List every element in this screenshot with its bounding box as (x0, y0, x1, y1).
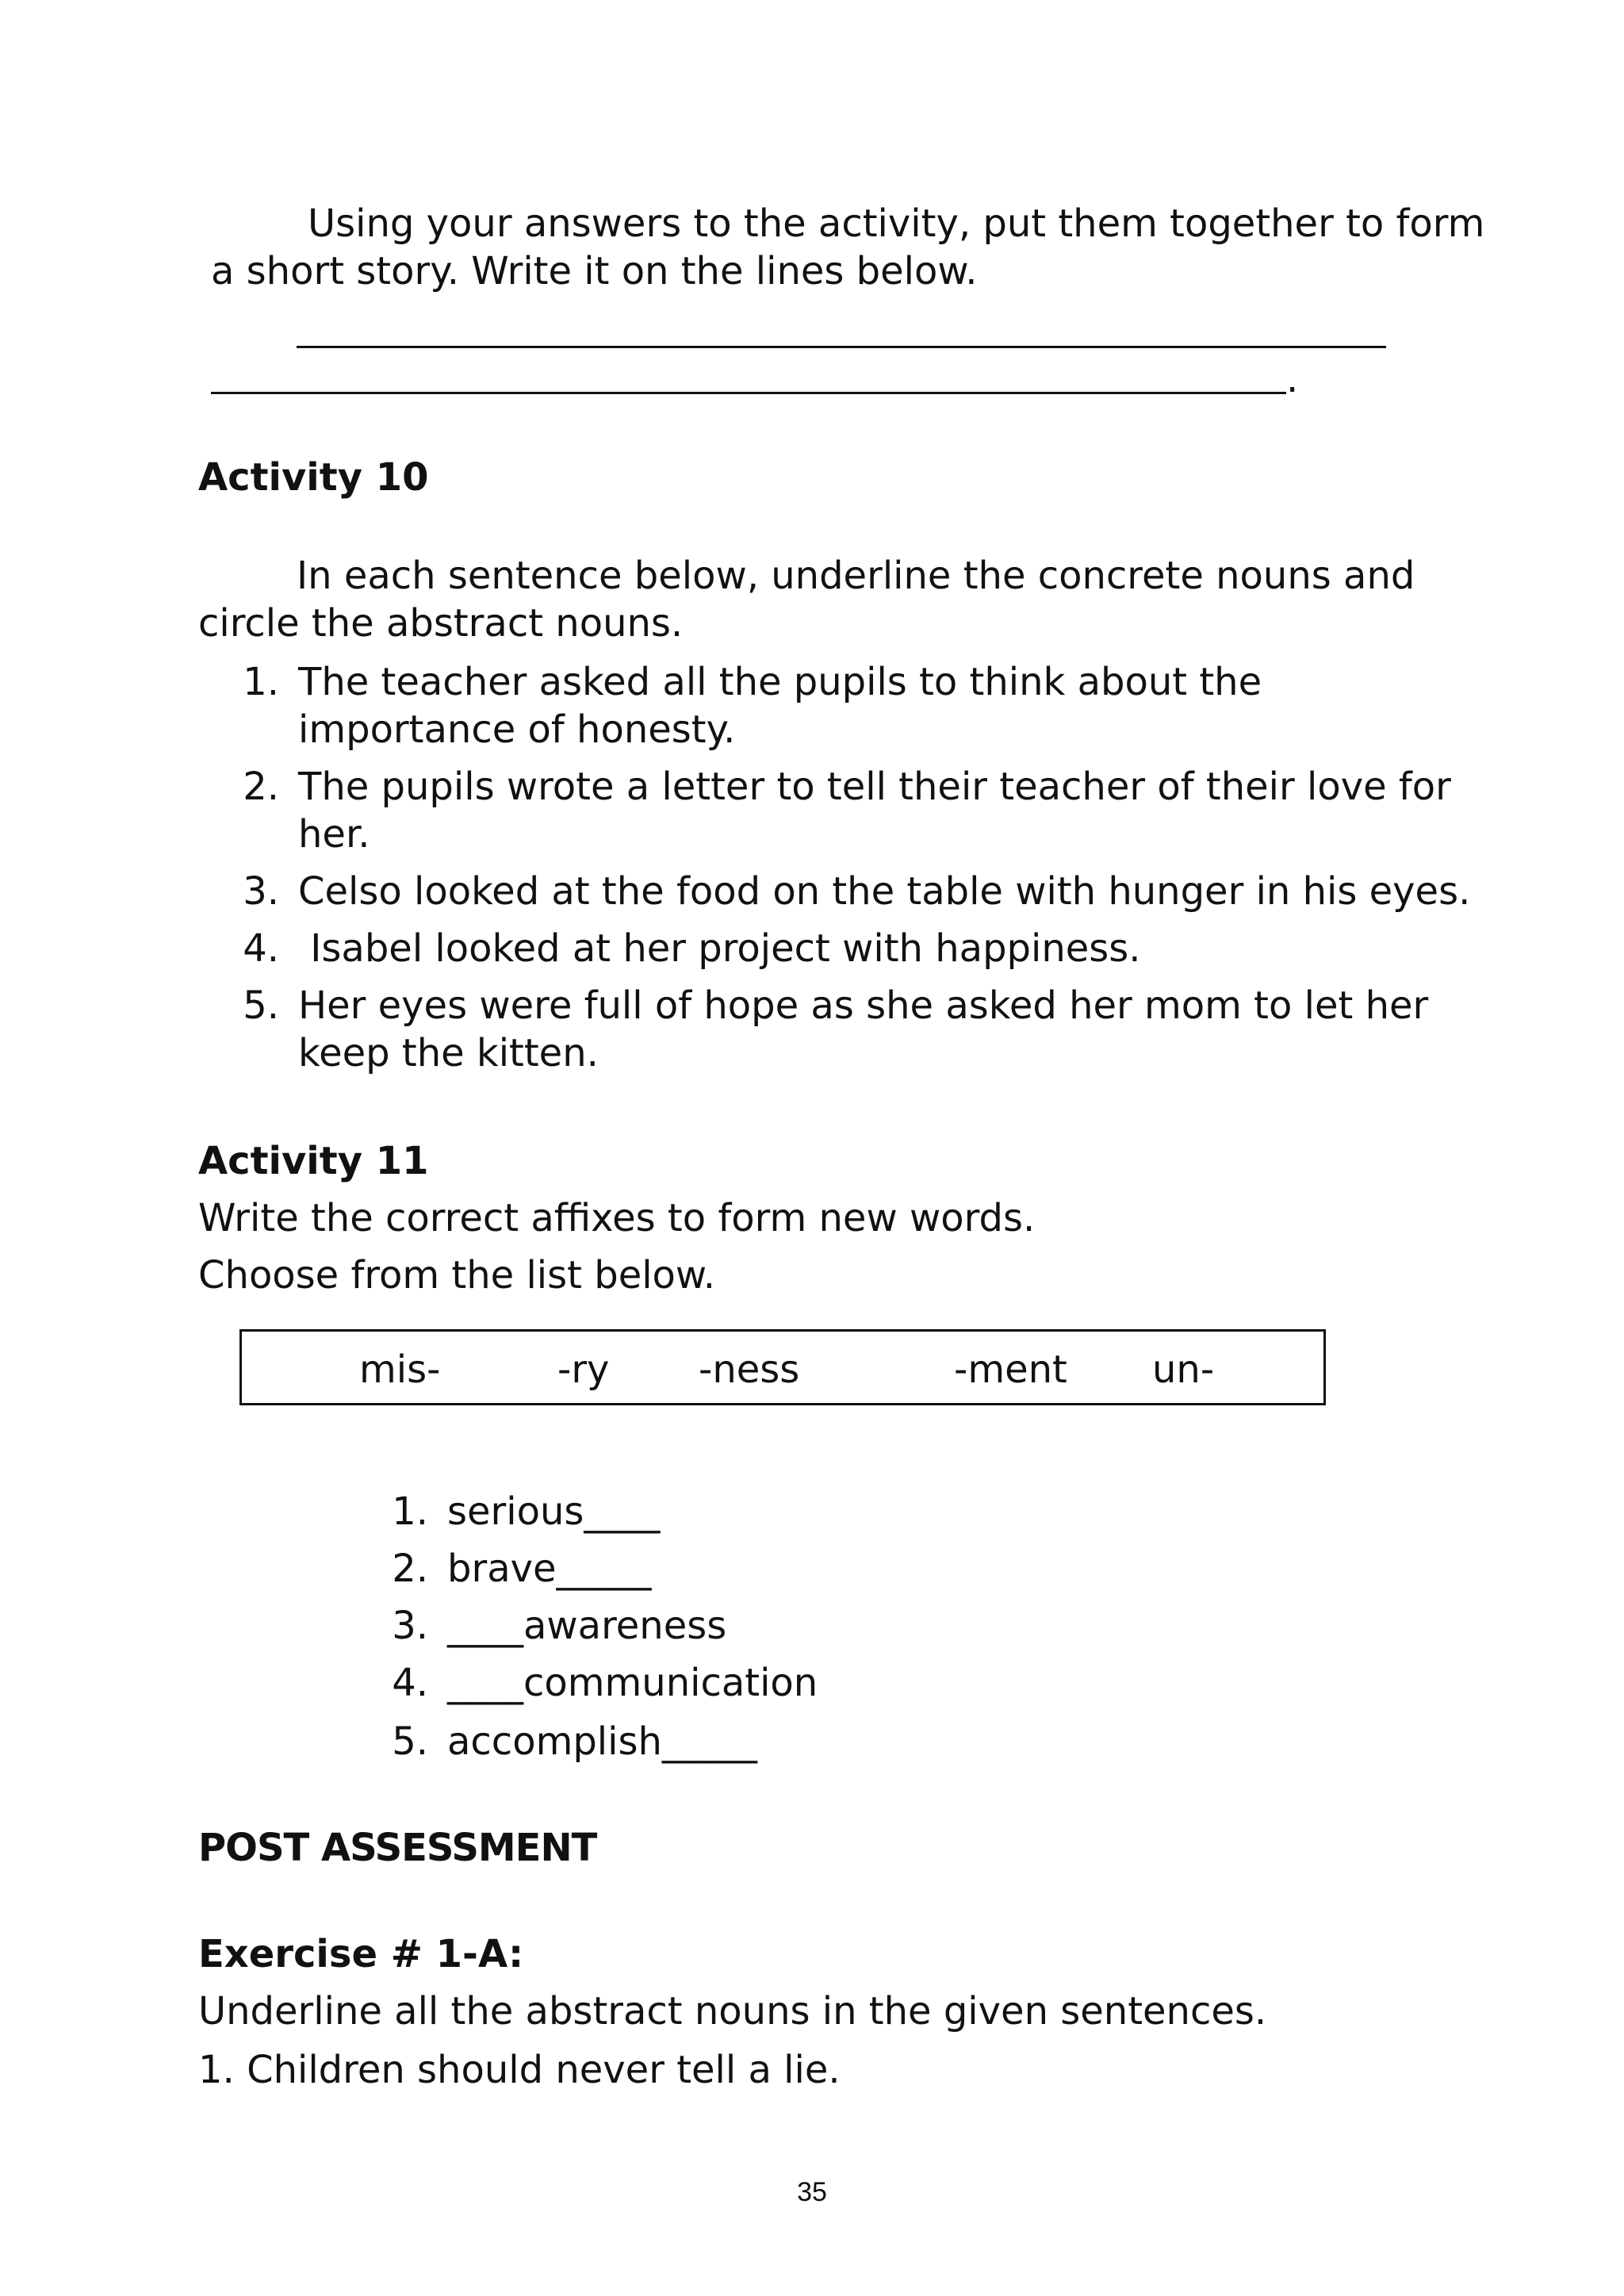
list-item-text: Her eyes were full of hope as she asked her mom to let her (298, 983, 1429, 1028)
activity-10-title: Activity 10 (198, 455, 429, 500)
list-item-text: Isabel looked at her project with happiness. (298, 926, 1141, 971)
activity-11-instruction-line-2: Choose from the list below. (198, 1253, 716, 1297)
list-item (230, 982, 1428, 1029)
list-item (230, 868, 1470, 915)
affix-option: -ment (954, 1347, 1067, 1392)
list-item-number: 1. (243, 660, 279, 704)
list-item[interactable] (379, 1488, 660, 1535)
list-item-text: accomplish_____ (447, 1719, 757, 1764)
list-item[interactable] (379, 1545, 652, 1593)
list-item-text: serious____ (447, 1489, 661, 1534)
list-item-text: Children should never tell a lie. (247, 2048, 841, 2092)
intro-line-1: Using your answers to the activity, put them together to form (308, 201, 1485, 246)
list-item-number: 1. (198, 2048, 235, 2092)
list-item-continuation: her. (298, 812, 370, 857)
list-item (230, 658, 1262, 706)
affix-option: -ry (557, 1347, 610, 1392)
activity-11-title: Activity 11 (198, 1139, 429, 1183)
list-item (230, 925, 1141, 972)
list-item-number: 3. (243, 869, 279, 914)
list-item-number: 2. (392, 1547, 428, 1591)
list-item-continuation: importance of honesty. (298, 707, 736, 752)
list-item-number: 5. (392, 1719, 428, 1764)
affix-option: mis- (359, 1347, 441, 1392)
list-item-number: 1. (392, 1489, 428, 1534)
list-item-text: The teacher asked all the pupils to think about the (298, 660, 1262, 704)
list-item[interactable] (379, 1659, 818, 1707)
list-item-text: ____communication (447, 1661, 818, 1705)
activity-10-instruction-line-2: circle the abstract nouns. (198, 601, 684, 646)
activity-10-instruction-line-1: In each sentence below, underline the concrete nouns and (297, 554, 1415, 598)
list-item-continuation: keep the kitten. (298, 1031, 599, 1075)
affix-choice-box (239, 1329, 1326, 1405)
list-item-number: 2. (243, 765, 279, 809)
list-item[interactable] (379, 1602, 726, 1650)
list-item-text: ____awareness (447, 1604, 727, 1648)
exercise-1a-instruction: Underline all the abstract nouns in the given sentences. (198, 1989, 1267, 2033)
affix-option: un- (1152, 1347, 1215, 1392)
exercise-1a-title: Exercise # 1-A: (198, 1932, 524, 1976)
page-number: 35 (797, 2177, 827, 2207)
list-item-number: 3. (392, 1604, 428, 1648)
post-assessment-title: POST ASSESSMENT (198, 1826, 597, 1870)
writing-line-1[interactable] (297, 346, 1386, 348)
affix-option: -ness (699, 1347, 800, 1392)
list-item-number: 4. (243, 926, 279, 971)
list-item-text: brave_____ (447, 1547, 652, 1591)
writing-line-period: . (1286, 357, 1299, 401)
activity-11-instruction-line-1: Write the correct affixes to form new words. (198, 1196, 1036, 1240)
list-item-number: 5. (243, 983, 279, 1028)
list-item (230, 763, 1451, 811)
list-item (198, 2046, 841, 2094)
writing-line-2[interactable] (211, 392, 1286, 394)
list-item-text: The pupils wrote a letter to tell their teacher of their love for (298, 765, 1451, 809)
list-item-text: Celso looked at the food on the table with hunger in his eyes. (298, 869, 1471, 914)
list-item-number: 4. (392, 1661, 428, 1705)
list-item[interactable] (379, 1718, 757, 1765)
intro-line-2: a short story. Write it on the lines below. (211, 249, 978, 293)
